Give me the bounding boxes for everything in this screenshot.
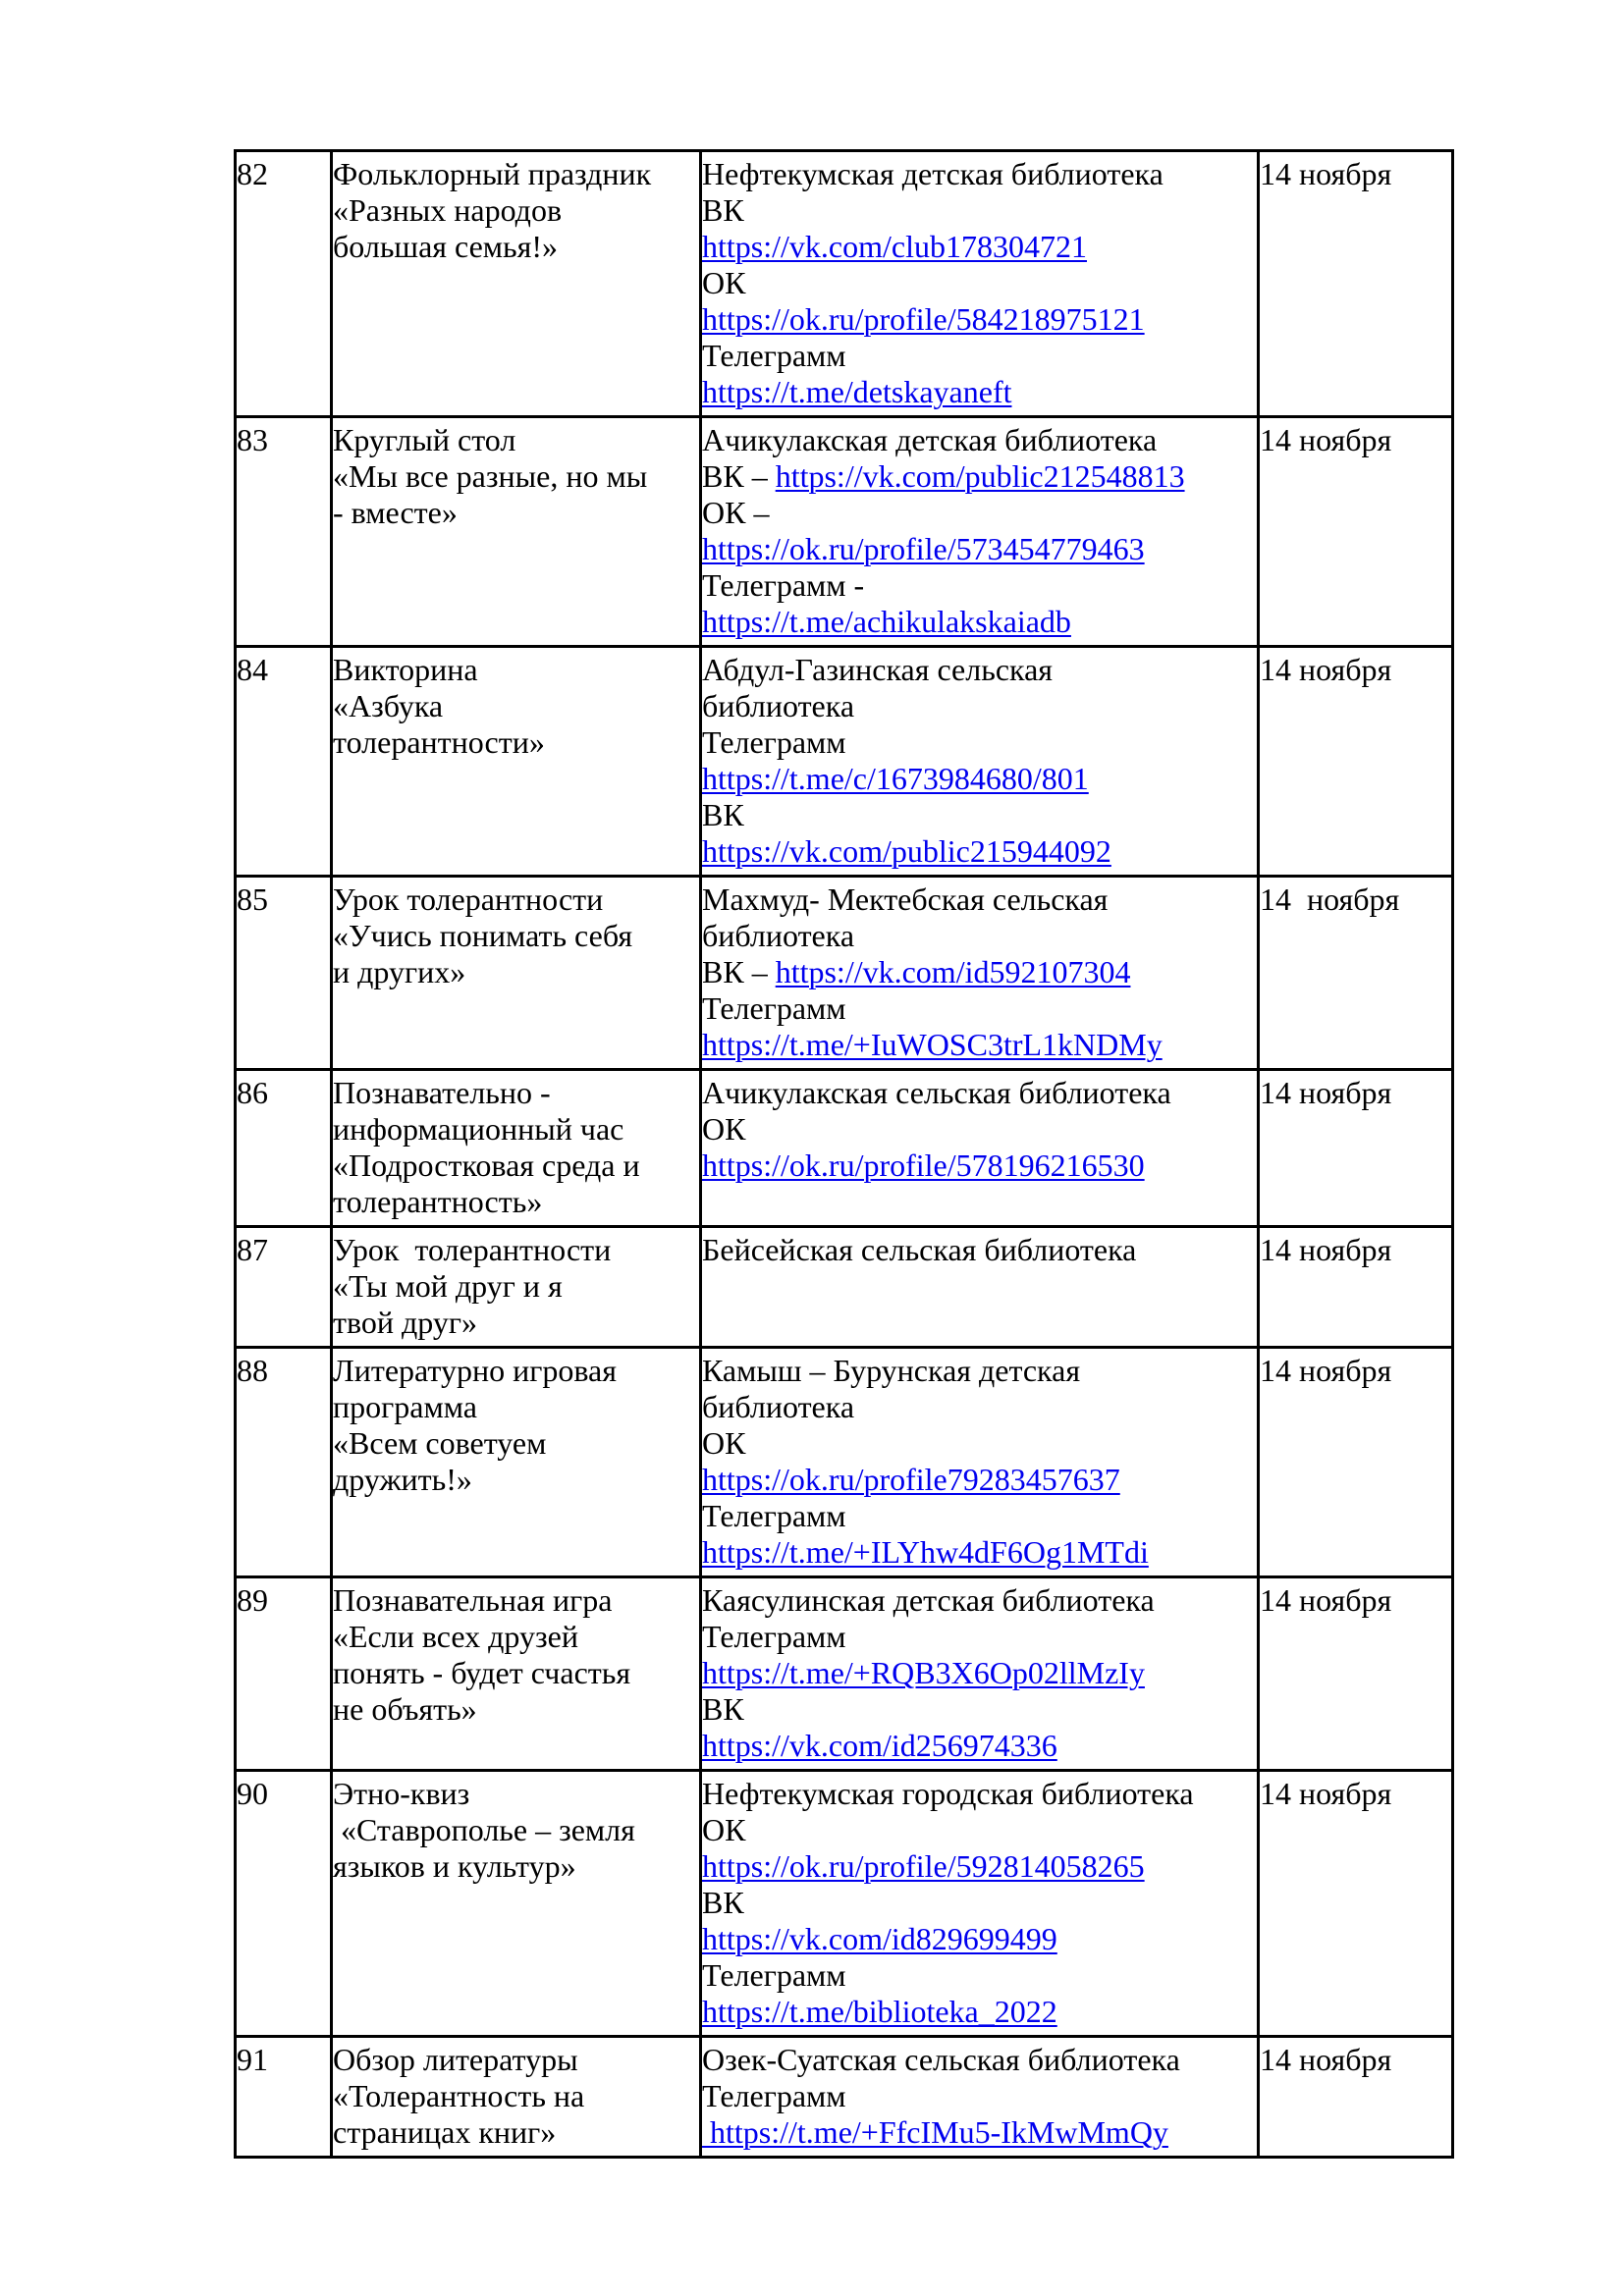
library-text: ВК (702, 1885, 744, 1920)
row-number-cell (236, 1577, 332, 1771)
row-number: 89 (237, 1582, 268, 1618)
library-text: ВК (702, 192, 744, 228)
date-label: 14 ноября (1260, 422, 1392, 457)
library-text: Телеграмм - (702, 567, 865, 603)
row-number-cell (236, 647, 332, 877)
event-title-line: информационный час (333, 1111, 624, 1147)
library-text: Нефтекумская детская библиотека (702, 156, 1164, 191)
event-title-line: твой друг» (333, 1305, 477, 1340)
library-line (702, 156, 1251, 192)
library-link[interactable]: https://vk.com/id256974336 (702, 1728, 1057, 1763)
row-number: 87 (237, 1232, 268, 1267)
event-title-line: языков и культур» (333, 1848, 576, 1884)
library-cell (701, 1070, 1259, 1227)
event-title-line: Познавательная игра (333, 1582, 613, 1618)
library-text: ВК (702, 797, 744, 832)
library-line (702, 192, 1251, 229)
library-line (702, 954, 1251, 990)
library-text: ОК (702, 1425, 746, 1461)
event-title-line: «Разных народов (333, 192, 563, 228)
event-cell (332, 1070, 701, 1227)
event-title-line: толерантности» (333, 724, 545, 760)
library-line (702, 1111, 1251, 1148)
date-cell (1259, 2037, 1453, 2158)
row-number-cell (236, 417, 332, 647)
library-line (702, 1812, 1251, 1848)
library-line (702, 1027, 1251, 1063)
events-table-body (236, 151, 1453, 2158)
library-cell (701, 877, 1259, 1070)
event-title-line: «Подростковая среда и (333, 1148, 640, 1183)
library-text: ВК (702, 1691, 744, 1727)
library-line (702, 1619, 1251, 1655)
library-link[interactable]: https://vk.com/club178304721 (702, 229, 1087, 264)
library-line (702, 265, 1251, 301)
library-line (702, 918, 1251, 954)
event-title-line: и других» (333, 954, 466, 989)
library-line (702, 1994, 1251, 2030)
row-number: 85 (237, 881, 268, 917)
library-line (702, 1728, 1251, 1764)
library-line (702, 833, 1251, 870)
date-label: 14 ноября (1260, 652, 1392, 687)
events-table (234, 149, 1454, 2159)
event-cell (332, 151, 701, 417)
library-line (702, 797, 1251, 833)
library-link[interactable]: https://ok.ru/profile/578196216530 (702, 1148, 1145, 1183)
library-text: Телеграмм (702, 1619, 846, 1654)
library-line (702, 458, 1251, 495)
library-line (702, 1655, 1251, 1691)
table-row (236, 417, 1453, 647)
event-title-line: «Если всех друзей (333, 1619, 578, 1654)
event-cell (332, 417, 701, 647)
library-link[interactable]: https://t.me/achikulakskaiadb (702, 604, 1071, 639)
library-text: Каясулинская детская библиотека (702, 1582, 1155, 1618)
event-cell (332, 1227, 701, 1348)
event-cell (332, 1771, 701, 2037)
event-title-line: Круглый стол (333, 422, 516, 457)
date-label: 14 ноября (1260, 1075, 1392, 1110)
date-cell (1259, 1348, 1453, 1577)
library-line (702, 688, 1251, 724)
library-line (702, 1534, 1251, 1571)
library-text: Озек-Суатская сельская библиотека (702, 2042, 1180, 2077)
library-line (702, 1776, 1251, 1812)
library-line (702, 1691, 1251, 1728)
library-line (702, 338, 1251, 374)
event-title-line: большая семья!» (333, 229, 558, 264)
library-link[interactable]: https://ok.ru/profile/592814058265 (702, 1848, 1145, 1884)
library-cell (701, 1227, 1259, 1348)
date-cell (1259, 647, 1453, 877)
event-title-line: «Всем советуем (333, 1425, 547, 1461)
event-title-line: Викторина (333, 652, 478, 687)
event-title-line: Урок толерантности (333, 881, 604, 917)
library-text: библиотека (702, 1389, 855, 1424)
table-row (236, 2037, 1453, 2158)
library-line (702, 1425, 1251, 1462)
row-number-cell (236, 2037, 332, 2158)
library-line (702, 1848, 1251, 1885)
library-link[interactable]: https://ok.ru/profile/573454779463 (702, 531, 1145, 566)
event-title-line: Литературно игровая (333, 1353, 617, 1388)
event-title-line: толерантность» (333, 1184, 543, 1219)
library-link[interactable]: https://t.me/detskayaneft (702, 374, 1012, 409)
library-text: библиотека (702, 918, 855, 953)
row-number-cell (236, 1227, 332, 1348)
event-title-line: «Ставрополье – земля (333, 1812, 635, 1847)
date-label: 14 ноября (1260, 156, 1392, 191)
date-label: 14 ноября (1260, 2042, 1392, 2077)
library-line (702, 2114, 1251, 2151)
library-line (702, 1885, 1251, 1921)
event-title-line: Урок толерантности (333, 1232, 612, 1267)
event-cell (332, 1348, 701, 1577)
event-cell (332, 2037, 701, 2158)
event-title-line: Фольклорный праздник (333, 156, 652, 191)
row-number-cell (236, 151, 332, 417)
library-line (702, 761, 1251, 797)
library-text: Телеграмм (702, 338, 846, 373)
library-line (702, 1462, 1251, 1498)
library-link[interactable]: https://vk.com/id829699499 (702, 1921, 1057, 1956)
date-cell (1259, 877, 1453, 1070)
event-title-line: Обзор литературы (333, 2042, 578, 2077)
date-label: 14 ноября (1260, 1353, 1392, 1388)
library-cell (701, 2037, 1259, 2158)
event-title-line: «Учись понимать себя (333, 918, 633, 953)
library-line (702, 1389, 1251, 1425)
row-number: 91 (237, 2042, 268, 2077)
date-cell (1259, 1771, 1453, 2037)
row-number-cell (236, 1771, 332, 2037)
event-cell (332, 647, 701, 877)
library-text: Телеграмм (702, 724, 846, 760)
library-text: Нефтекумская городская библиотека (702, 1776, 1194, 1811)
library-line (702, 724, 1251, 761)
library-line (702, 495, 1251, 531)
library-cell (701, 1771, 1259, 2037)
row-number-cell (236, 877, 332, 1070)
event-title-line: дружить!» (333, 1462, 472, 1497)
library-cell (701, 1577, 1259, 1771)
library-line (702, 531, 1251, 567)
event-cell (332, 877, 701, 1070)
library-text: Бейсейская сельская библиотека (702, 1232, 1137, 1267)
library-cell (701, 647, 1259, 877)
library-text: библиотека (702, 688, 855, 723)
table-row (236, 1070, 1453, 1227)
library-line (702, 422, 1251, 458)
library-link[interactable]: https://vk.com/public212548813 (775, 458, 1185, 494)
row-number: 86 (237, 1075, 268, 1110)
row-number-cell (236, 1348, 332, 1577)
date-cell (1259, 1227, 1453, 1348)
library-text: Телеграмм (702, 1957, 846, 1993)
library-link[interactable]: https://vk.com/id592107304 (775, 954, 1131, 989)
table-row (236, 1227, 1453, 1348)
date-label: 14 ноября (1260, 881, 1400, 917)
row-number: 88 (237, 1353, 268, 1388)
library-text: Телеграмм (702, 2078, 846, 2113)
table-row (236, 151, 1453, 417)
event-cell (332, 1577, 701, 1771)
event-title-line: Познавательно - (333, 1075, 551, 1110)
library-text: Камыш – Бурунская детская (702, 1353, 1081, 1388)
date-label: 14 ноября (1260, 1582, 1392, 1618)
library-line (702, 1353, 1251, 1389)
library-line (702, 1582, 1251, 1619)
library-line (702, 1498, 1251, 1534)
table-row (236, 1771, 1453, 2037)
library-text: Абдул-Газинская сельская (702, 652, 1053, 687)
event-title-line: Этно-квиз (333, 1776, 470, 1811)
link-prefix-label: ВК – (702, 954, 776, 989)
date-cell (1259, 417, 1453, 647)
library-line (702, 1148, 1251, 1184)
date-cell (1259, 1577, 1453, 1771)
row-number: 83 (237, 422, 268, 457)
library-cell (701, 1348, 1259, 1577)
table-row (236, 647, 1453, 877)
row-number: 84 (237, 652, 268, 687)
link-prefix-label: ВК – (702, 458, 776, 494)
library-line (702, 2042, 1251, 2078)
library-line (702, 1921, 1251, 1957)
library-text: ОК – (702, 495, 770, 530)
date-label: 14 ноября (1260, 1232, 1392, 1267)
date-cell (1259, 1070, 1453, 1227)
event-title-line: - вместе» (333, 495, 458, 530)
library-link[interactable]: https://ok.ru/profile/584218975121 (702, 301, 1145, 337)
event-title-line: не объять» (333, 1691, 477, 1727)
library-link[interactable]: https://ok.ru/profile79283457637 (702, 1462, 1120, 1497)
library-line (702, 1957, 1251, 1994)
library-text: Махмуд- Мектебская сельская (702, 881, 1109, 917)
library-line (702, 2078, 1251, 2114)
library-link[interactable]: https://t.me/+RQB3X6Op02llMzIy (702, 1655, 1145, 1690)
library-link[interactable]: https://t.me/c/1673984680/801 (702, 761, 1089, 796)
library-text: Ачикулакская сельская библиотека (702, 1075, 1171, 1110)
event-title-line: «Толерантность на (333, 2078, 585, 2113)
library-text: Телеграмм (702, 1498, 846, 1533)
library-line (702, 652, 1251, 688)
event-title-line: программа (333, 1389, 477, 1424)
library-link[interactable]: https://t.me/biblioteka_2022 (702, 1994, 1057, 2029)
table-row (236, 877, 1453, 1070)
library-text: ОК (702, 1111, 746, 1147)
event-title-line: «Ты мой друг и я (333, 1268, 563, 1304)
library-text: Телеграмм (702, 990, 846, 1026)
library-link[interactable]: https://t.me/+ILYhw4dF6Og1MTdi (702, 1534, 1149, 1570)
library-line (702, 374, 1251, 410)
event-title-line: «Азбука (333, 688, 444, 723)
library-link[interactable]: https://t.me/+IuWOSC3trL1kNDMy (702, 1027, 1163, 1062)
library-cell (701, 417, 1259, 647)
library-line (702, 229, 1251, 265)
row-number: 82 (237, 156, 268, 191)
event-title-line: страницах книг» (333, 2114, 557, 2150)
library-link[interactable]: https://vk.com/public215944092 (702, 833, 1111, 869)
library-line (702, 1075, 1251, 1111)
library-text: ОК (702, 265, 746, 300)
library-text: Ачикулакская детская библиотека (702, 422, 1158, 457)
library-line (702, 604, 1251, 640)
library-link[interactable]: https://t.me/+FfcIMu5-IkMwMmQy (702, 2114, 1168, 2150)
library-line (702, 990, 1251, 1027)
event-title-line: понять - будет счастья (333, 1655, 631, 1690)
row-number-cell (236, 1070, 332, 1227)
library-text: ОК (702, 1812, 746, 1847)
library-line (702, 567, 1251, 604)
library-cell (701, 151, 1259, 417)
library-line (702, 1232, 1251, 1268)
date-cell (1259, 151, 1453, 417)
table-row (236, 1348, 1453, 1577)
event-title-line: «Мы все разные, но мы (333, 458, 648, 494)
row-number: 90 (237, 1776, 268, 1811)
table-row (236, 1577, 1453, 1771)
date-label: 14 ноября (1260, 1776, 1392, 1811)
library-line (702, 881, 1251, 918)
library-line (702, 301, 1251, 338)
